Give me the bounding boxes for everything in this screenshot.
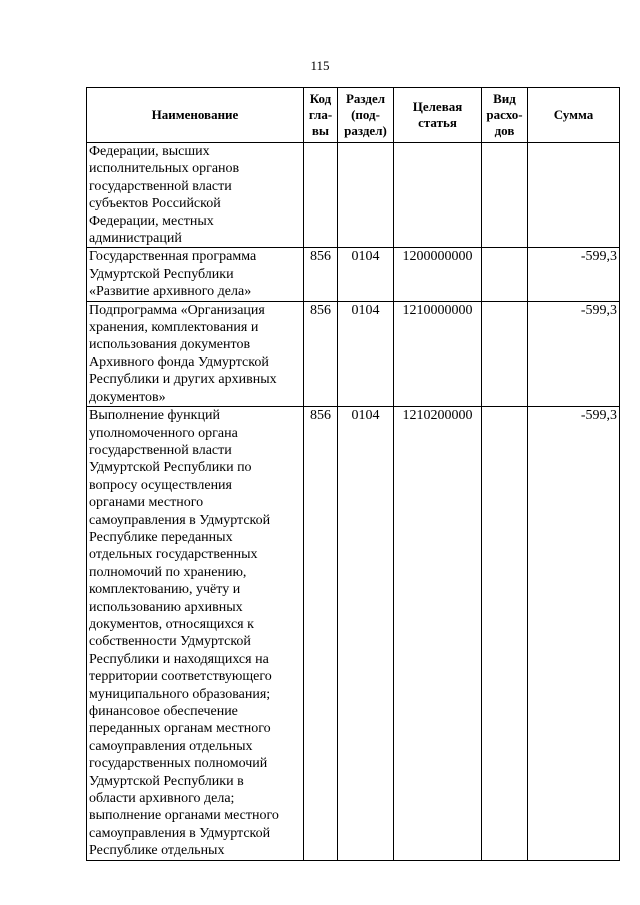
header-type-line: Вид — [493, 91, 516, 106]
header-code — [304, 88, 338, 143]
row-type — [482, 407, 528, 861]
header-target-line: статья — [418, 115, 457, 130]
header-type — [482, 88, 528, 143]
row-target: 1210200000 — [394, 407, 482, 861]
header-section-line: Раздел — [345, 91, 386, 106]
row-sum: -599,3 — [528, 248, 620, 301]
table-row — [87, 301, 620, 406]
row-type — [482, 301, 528, 406]
header-name: Наименование — [87, 88, 304, 143]
header-type-line: расхо- — [486, 107, 523, 122]
row-section: 0104 — [338, 248, 394, 301]
row-section — [338, 143, 394, 248]
table-row — [87, 143, 620, 248]
header-target-line: Целевая — [412, 99, 463, 114]
header-type-line: дов — [494, 123, 515, 138]
header-section-line: (под- — [351, 107, 380, 122]
row-name: Федерации, высших исполнительных органов государственной власти субъектов Российской Федерации, местных администраций — [87, 143, 304, 248]
page-number: 115 — [310, 58, 330, 73]
row-target: 1210000000 — [394, 301, 482, 406]
row-code: 856 — [304, 301, 338, 406]
header-target — [394, 88, 482, 143]
header-code-line: вы — [311, 123, 330, 138]
row-type — [482, 143, 528, 248]
row-target — [394, 143, 482, 248]
row-type — [482, 248, 528, 301]
row-name: Подпрограмма «Организация хранения, комплектования и использования документов Архивного фонда Удмуртской Республики и других архивных документов» — [87, 301, 304, 406]
row-sum — [528, 143, 620, 248]
row-name: Выполнение функций уполномоченного органа государственной власти Удмуртской Республики по вопросу осуществления органами местного самоуправления в Удмуртской Республике переданных отдельных государственных полномочий по хранению, комплектованию, учёту и использованию архивных документов, относящихся к собственности Удмуртской Республики и находящихся на территории соответствующего муниципального образования; финансовое обеспечение переданных органам местного самоуправления отдельных государственных полномочий Удмуртской Республики в области архивного дела; выполнение органами местного самоуправления в Удмуртской Республике отдельных — [87, 407, 304, 861]
row-name: Государственная программа Удмуртской Республики «Развитие архивного дела» — [87, 248, 304, 301]
row-section: 0104 — [338, 301, 394, 406]
row-section: 0104 — [338, 407, 394, 861]
header-section — [338, 88, 394, 143]
row-code — [304, 143, 338, 248]
header-section-line: раздел) — [344, 123, 387, 138]
row-target: 1200000000 — [394, 248, 482, 301]
row-sum: -599,3 — [528, 301, 620, 406]
table-row — [87, 248, 620, 301]
header-code-line: Код — [309, 91, 332, 106]
table-row — [87, 407, 620, 861]
budget-table — [86, 87, 620, 861]
row-code: 856 — [304, 248, 338, 301]
row-sum: -599,3 — [528, 407, 620, 861]
row-code: 856 — [304, 407, 338, 861]
header-code-line: гла- — [308, 107, 333, 122]
header-sum: Сумма — [528, 88, 620, 143]
table-header-row — [87, 88, 620, 143]
